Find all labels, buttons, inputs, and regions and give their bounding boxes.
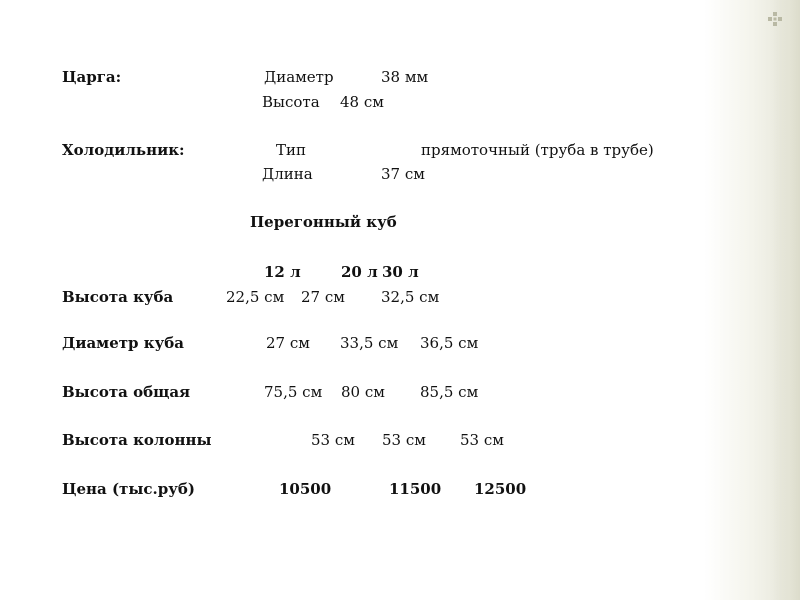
row-value: 53 см	[382, 431, 426, 449]
slide-edge-shade	[772, 0, 800, 600]
tsarga-height-label: Высота	[262, 93, 320, 111]
tsarga-label: Царга:	[62, 68, 122, 86]
row-value: 80 см	[341, 383, 385, 401]
row-label: Высота колонны	[62, 431, 212, 449]
volume-20: 20 л	[341, 263, 378, 281]
cube-heading: Перегонный куб	[250, 213, 397, 231]
condenser-type-value: прямоточный (труба в трубе)	[421, 141, 654, 159]
row-value: 75,5 см	[264, 383, 323, 401]
price-value: 11500	[389, 480, 442, 498]
condenser-length-label: Длина	[262, 165, 313, 183]
corner-ornament-icon	[768, 12, 782, 26]
condenser-label: Холодильник:	[62, 141, 185, 159]
volume-12: 12 л	[264, 263, 301, 281]
price-value: 10500	[279, 480, 332, 498]
volume-30: 30 л	[382, 263, 419, 281]
row-label: Высота куба	[62, 288, 174, 306]
condenser-type-label: Тип	[276, 141, 306, 159]
price-value: 12500	[474, 480, 527, 498]
row-value: 53 см	[460, 431, 504, 449]
row-label: Цена (тыс.руб)	[62, 480, 195, 498]
row-value: 32,5 см	[381, 288, 440, 306]
row-value: 27 см	[266, 334, 310, 352]
row-value: 22,5 см	[226, 288, 285, 306]
row-value: 27 см	[301, 288, 345, 306]
row-value: 85,5 см	[420, 383, 479, 401]
row-label: Высота общая	[62, 383, 191, 401]
row-value: 53 см	[311, 431, 355, 449]
row-value: 33,5 см	[340, 334, 399, 352]
condenser-length-value: 37 см	[381, 165, 425, 183]
tsarga-height-value: 48 см	[340, 93, 384, 111]
row-label: Диаметр куба	[62, 334, 184, 352]
tsarga-diameter-label: Диаметр	[264, 68, 334, 86]
tsarga-diameter-value: 38 мм	[381, 68, 429, 86]
row-value: 36,5 см	[420, 334, 479, 352]
